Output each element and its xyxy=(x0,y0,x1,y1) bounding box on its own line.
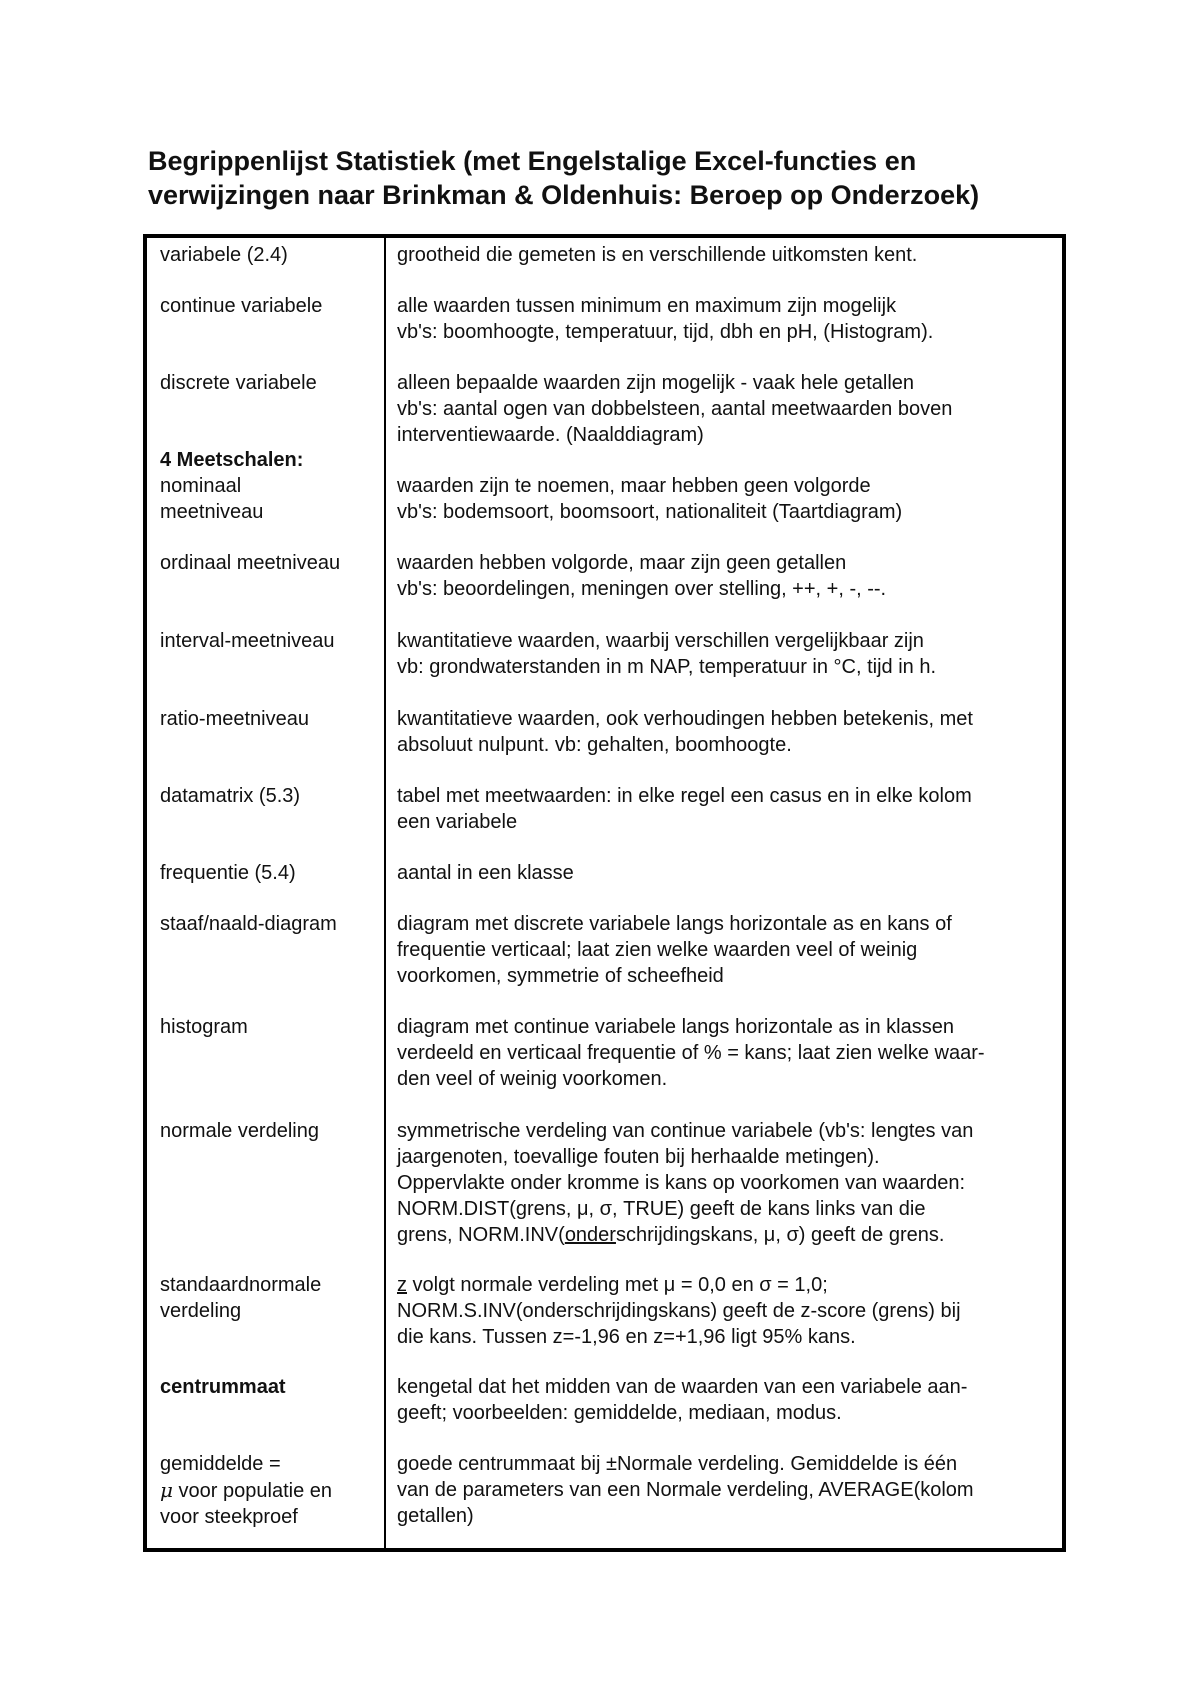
definition-cell xyxy=(397,1118,1057,1248)
definition-cell xyxy=(397,370,1057,448)
term-text: gemiddelde = xyxy=(160,1453,281,1475)
term-text: frequentie (5.4) xyxy=(160,862,296,884)
definition-line: goede centrummaat bij ±Normale verdeling. Gemiddelde is één xyxy=(397,1453,958,1475)
definition-line: Oppervlakte onder kromme is kans op voorkomen van waarden: xyxy=(397,1172,966,1194)
definition-line: waarden zijn te noemen, maar hebben geen volgorde xyxy=(397,475,871,497)
definition-line: verdeeld en verticaal frequentie of % = kans; laat zien welke waar- xyxy=(397,1042,985,1064)
term-text: continue variabele xyxy=(160,295,323,317)
section-heading: 4 Meetschalen: xyxy=(160,449,304,471)
term-cell xyxy=(160,1374,370,1400)
definition-line xyxy=(397,1222,1057,1248)
term-cell xyxy=(160,370,370,396)
definition-line: vb's: boomhoogte, temperatuur, tijd, dbh en pH, (Histogram). xyxy=(397,321,934,343)
term-cell xyxy=(160,242,370,268)
glossary-table xyxy=(143,234,1066,1552)
definition-line: jaargenoten, toevallige fouten bij herhaalde metingen). xyxy=(397,1146,880,1168)
definition-cell xyxy=(397,473,1057,525)
term-cell xyxy=(160,911,370,937)
underlined-text: z xyxy=(397,1274,407,1296)
term-text: variabele (2.4) xyxy=(160,244,288,266)
text-segment: voor populatie en xyxy=(173,1480,333,1502)
term-text: datamatrix (5.3) xyxy=(160,785,301,807)
term-cell xyxy=(160,783,370,809)
title-line-1: Begrippenlijst Statistiek (met Engelstalige Excel-functies en xyxy=(148,146,917,176)
definition-line: kwantitatieve waarden, ook verhoudingen hebben betekenis, met xyxy=(397,708,973,730)
definition-line: absoluut nulpunt. vb: gehalten, boomhoogte. xyxy=(397,734,792,756)
definition-cell xyxy=(397,1374,1057,1426)
text-segment: grens, NORM.INV( xyxy=(397,1224,565,1246)
term-text-bold: centrummaat xyxy=(160,1376,286,1398)
definition-line: grootheid die gemeten is en verschillende uitkomsten kent. xyxy=(397,244,918,266)
definition-line: waarden hebben volgorde, maar zijn geen getallen xyxy=(397,552,847,574)
term-text: discrete variabele xyxy=(160,372,317,394)
term-cell xyxy=(160,706,370,732)
term-text xyxy=(160,1477,370,1504)
column-divider xyxy=(384,238,386,1548)
definition-cell xyxy=(397,628,1057,680)
term-cell xyxy=(160,1272,370,1324)
term-text: voor steekproef xyxy=(160,1506,298,1528)
term-text: histogram xyxy=(160,1016,248,1038)
mu-symbol: μ xyxy=(160,1478,173,1502)
definition-line: symmetrische verdeling van continue variabele (vb's: lengtes van xyxy=(397,1120,974,1142)
term-text: interval-meetniveau xyxy=(160,630,335,652)
definition-line xyxy=(397,1272,1057,1298)
definition-line: vb's: bodemsoort, boomsoort, nationaliteit (Taartdiagram) xyxy=(397,501,903,523)
definition-line: tabel met meetwaarden: in elke regel een casus en in elke kolom xyxy=(397,785,972,807)
term-cell xyxy=(160,628,370,654)
definition-cell xyxy=(397,550,1057,602)
definition-cell xyxy=(397,1451,1057,1529)
term-text: nominaal xyxy=(160,475,242,497)
definition-line: aantal in een klasse xyxy=(397,862,574,884)
definition-line: een variabele xyxy=(397,811,518,833)
term-cell xyxy=(160,1118,370,1144)
term-cell xyxy=(160,1451,370,1530)
term-cell xyxy=(160,447,370,525)
definition-cell xyxy=(397,1014,1057,1092)
definition-line: NORM.DIST(grens, μ, σ, TRUE) geeft de kans links van die xyxy=(397,1198,926,1220)
definition-cell xyxy=(397,706,1057,758)
term-cell xyxy=(160,293,370,319)
definition-line: kwantitatieve waarden, waarbij verschillen vergelijkbaar zijn xyxy=(397,630,924,652)
page-title xyxy=(148,144,1108,212)
term-text: ratio-meetniveau xyxy=(160,708,309,730)
definition-cell xyxy=(397,242,1057,268)
definition-line: van de parameters van een Normale verdeling, AVERAGE(kolom xyxy=(397,1479,974,1501)
definition-line: frequentie verticaal; laat zien welke waarden veel of weinig xyxy=(397,939,918,961)
term-cell xyxy=(160,860,370,886)
term-text: meetniveau xyxy=(160,501,264,523)
term-cell xyxy=(160,550,370,576)
definition-line: NORM.S.INV(onderschrijdingskans) geeft de z-score (grens) bij xyxy=(397,1300,961,1322)
definition-cell xyxy=(397,860,1057,886)
term-text: standaardnormale xyxy=(160,1274,322,1296)
definition-cell xyxy=(397,783,1057,835)
underlined-text: onder xyxy=(564,1224,616,1246)
definition-line: die kans. Tussen z=-1,96 en z=+1,96 ligt 95% kans. xyxy=(397,1326,856,1348)
text-segment: volgt normale verdeling met μ = 0,0 en σ = 1,0; xyxy=(407,1274,828,1296)
definition-line: geeft; voorbeelden: gemiddelde, mediaan, modus. xyxy=(397,1402,842,1424)
definition-line: vb: grondwaterstanden in m NAP, temperatuur in °C, tijd in h. xyxy=(397,656,937,678)
definition-line: diagram met continue variabele langs horizontale as in klassen xyxy=(397,1016,954,1038)
definition-line: interventiewaarde. (Naalddiagram) xyxy=(397,424,704,446)
definition-line: getallen) xyxy=(397,1505,474,1527)
definition-line: vb's: beoordelingen, meningen over stelling, ++, +, -, --. xyxy=(397,578,887,600)
definition-line: diagram met discrete variabele langs horizontale as en kans of xyxy=(397,913,952,935)
definition-cell xyxy=(397,1272,1057,1350)
definition-line: voorkomen, symmetrie of scheefheid xyxy=(397,965,724,987)
definition-line: alleen bepaalde waarden zijn mogelijk - vaak hele getallen xyxy=(397,372,915,394)
term-text: verdeling xyxy=(160,1300,242,1322)
term-cell xyxy=(160,1014,370,1040)
definition-cell xyxy=(397,293,1057,345)
definition-line: alle waarden tussen minimum en maximum zijn mogelijk xyxy=(397,295,897,317)
title-line-2: verwijzingen naar Brinkman & Oldenhuis: Beroep op Onderzoek) xyxy=(148,180,980,210)
text-segment: schrijdingskans, μ, σ) geeft de grens. xyxy=(615,1224,945,1246)
term-text: normale verdeling xyxy=(160,1120,319,1142)
definition-line: den veel of weinig voorkomen. xyxy=(397,1068,668,1090)
term-text: staaf/naald-diagram xyxy=(160,913,337,935)
definition-cell xyxy=(397,911,1057,989)
term-text: ordinaal meetniveau xyxy=(160,552,341,574)
definition-line: vb's: aantal ogen van dobbelsteen, aantal meetwaarden boven xyxy=(397,398,953,420)
definition-line: kengetal dat het midden van de waarden van een variabele aan- xyxy=(397,1376,968,1398)
